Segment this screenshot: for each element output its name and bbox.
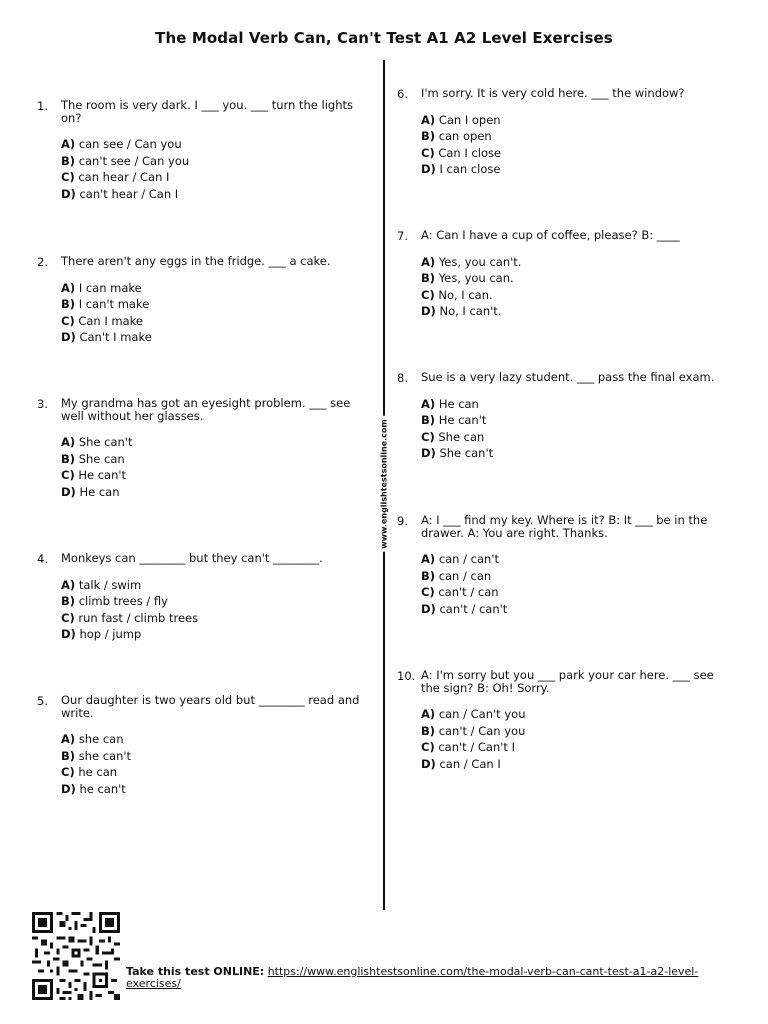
question-8 [397, 370, 726, 462]
answer-options [421, 706, 726, 772]
question-number: 3. [37, 397, 48, 411]
option-a[interactable]: A) Yes, you can't. [421, 254, 522, 269]
answer-options [421, 551, 726, 617]
option-c[interactable]: C) run fast / climb trees [61, 610, 199, 625]
option-b[interactable]: B) can / can [421, 568, 492, 583]
take-online-text [126, 966, 726, 990]
question-number: 4. [37, 552, 48, 566]
option-d[interactable]: D) can't hear / Can I [61, 186, 179, 201]
question-number: 10. [397, 669, 416, 683]
side-watermark-text: www.englishtestsonline.com [380, 416, 389, 552]
option-d[interactable]: D) I can close [421, 162, 501, 176]
option-b[interactable]: B) Yes, you can. [421, 271, 514, 285]
question-10 [397, 668, 726, 772]
option-b[interactable]: B) climb trees / fly [61, 594, 168, 608]
question-number: 8. [397, 371, 408, 385]
question-stem: A: I'm sorry but you ___ park your car here. ___ see the sign? B: Oh! Sorry. [421, 668, 714, 695]
option-a[interactable]: A) she can [61, 732, 124, 746]
option-d[interactable]: D) can / Can I [421, 756, 501, 771]
question-number: 7. [397, 229, 408, 243]
option-c[interactable]: C) can't / can [421, 585, 499, 599]
page-title: The Modal Verb Can, Can't Test A1 A2 Level Exercises [155, 29, 613, 47]
option-d[interactable]: D) He can [61, 484, 120, 499]
question-stem: Sue is a very lazy student. ___ pass the final exam. [421, 370, 715, 384]
answer-options [421, 112, 726, 178]
question-stem: My grandma has got an eyesight problem. ___ see well without her glasses. [61, 396, 351, 423]
option-a[interactable]: A) can / can't [421, 552, 499, 566]
option-d[interactable]: D) can't / can't [421, 601, 508, 616]
option-d[interactable]: D) he can't [61, 781, 126, 796]
answer-options [421, 396, 726, 462]
question-7 [397, 228, 726, 320]
option-b[interactable]: B) can't / Can you [421, 723, 526, 738]
question-3 [37, 396, 366, 500]
option-b[interactable]: B) can't see / Can you [61, 153, 190, 168]
option-a[interactable]: A) I can make [61, 280, 142, 295]
question-stem: Monkeys can ________ but they can't ________. [61, 551, 323, 565]
question-stem: Our daughter is two years old but ________ read and write. [61, 693, 360, 720]
question-2 [37, 254, 366, 346]
option-c[interactable]: C) he can [61, 765, 118, 779]
option-b[interactable]: B) She can [61, 451, 125, 466]
option-a[interactable]: A) He can [421, 396, 479, 411]
option-c[interactable]: C) She can [421, 429, 485, 444]
question-1 [37, 98, 366, 202]
question-stem: I'm sorry. It is very cold here. ___ the window? [421, 86, 685, 100]
question-5 [37, 693, 366, 797]
option-b[interactable]: B) she can't [61, 748, 132, 763]
option-b[interactable]: B) He can't [421, 413, 487, 427]
question-number: 6. [397, 87, 408, 101]
option-a[interactable]: A) Can I open [421, 112, 501, 127]
answer-options [61, 577, 366, 643]
option-a[interactable]: A) can see / Can you [61, 137, 182, 151]
question-6 [397, 86, 726, 178]
question-4 [37, 551, 366, 643]
option-c[interactable]: C) can hear / Can I [61, 170, 170, 184]
option-a[interactable]: A) talk / swim [61, 577, 142, 592]
option-d[interactable]: D) No, I can't. [421, 304, 502, 318]
option-d[interactable]: D) hop / jump [61, 627, 142, 641]
question-number: 5. [37, 694, 48, 708]
option-d[interactable]: D) She can't [421, 446, 494, 460]
question-stem: A: Can I have a cup of coffee, please? B: ____ [421, 228, 680, 242]
option-c[interactable]: C) Can I make [61, 313, 144, 328]
option-b[interactable]: B) I can't make [61, 297, 150, 311]
question-stem: A: I ___ find my key. Where is it? B: It ___ be in the drawer. A: You are right. Thanks. [421, 513, 708, 540]
question-number: 2. [37, 255, 48, 269]
answer-options [61, 136, 366, 202]
test-url-link[interactable]: https://www.englishtestsonline.com/the-modal-verb-can-cant-test-a1-a2-level-exercises/ [126, 965, 699, 990]
answer-options [61, 280, 366, 346]
option-d[interactable]: D) Can't I make [61, 330, 152, 344]
question-stem: There aren't any eggs in the fridge. ___ a cake. [61, 254, 331, 268]
answer-options [61, 434, 366, 500]
option-c[interactable]: C) He can't [61, 468, 127, 482]
option-b[interactable]: B) can open [421, 129, 492, 143]
option-c[interactable]: C) No, I can. [421, 287, 493, 302]
answer-options [61, 731, 366, 797]
option-a[interactable]: A) can / Can't you [421, 707, 526, 721]
question-number: 1. [37, 99, 48, 113]
answer-options [421, 254, 726, 320]
question-number: 9. [397, 514, 408, 528]
option-c[interactable]: C) can't / Can't I [421, 740, 515, 754]
option-a[interactable]: A) She can't [61, 435, 133, 449]
question-9 [397, 513, 726, 617]
question-stem: The room is very dark. I ___ you. ___ turn the lights on? [61, 98, 353, 125]
footer [30, 910, 750, 1000]
online-label: Take this test ONLINE: [126, 965, 265, 978]
option-c[interactable]: C) Can I close [421, 145, 502, 160]
qr-code-icon[interactable] [30, 912, 122, 1000]
